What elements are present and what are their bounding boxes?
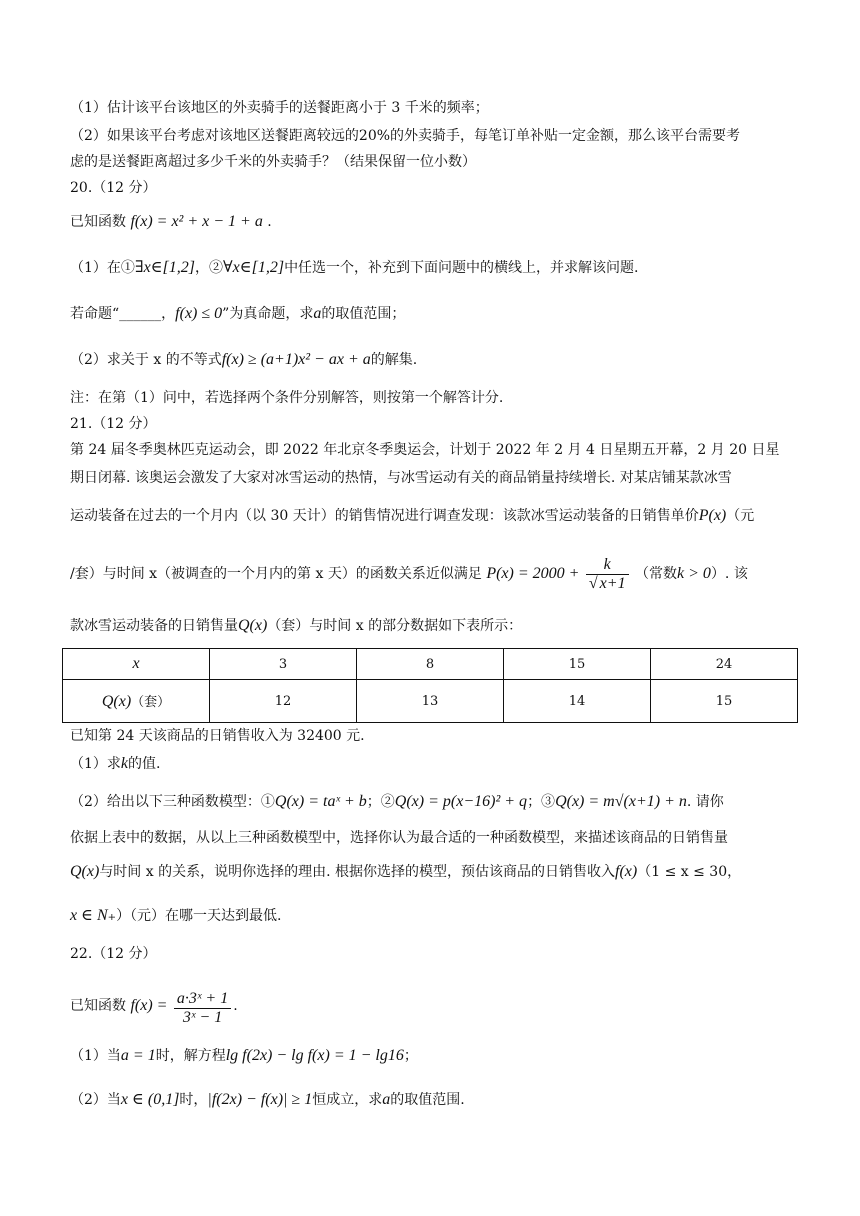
q21-p2-line3-text: 与时间 x 的关系，说明你选择的理由. 根据你选择的模型，预估该商品的日销售收入 bbox=[99, 864, 616, 880]
q20-prop-expression: f(x) ≤ 0 bbox=[175, 305, 223, 322]
q22-intro bbox=[70, 990, 798, 1027]
q20-intro-text: 已知函数 bbox=[70, 214, 126, 230]
q20-p2-suffix: 的解集. bbox=[370, 352, 418, 368]
q21-part2-line2: 依据上表中的数据，从以上三种函数模型中，选择你认为最合适的一种函数模型，来描述该商品的日销售量 bbox=[70, 830, 728, 846]
q21-line4 bbox=[70, 556, 798, 593]
q22-p2-condition: x ∈ (0,1] bbox=[120, 1091, 180, 1108]
q22-p2-inequality: |f(2x) − f(x)| ≥ 1 bbox=[207, 1091, 313, 1108]
q21-line5-text: 款冰雪运动装备的日销售量 bbox=[70, 618, 238, 634]
q21-part2-line1 bbox=[70, 792, 798, 812]
table-cell: 12 bbox=[210, 680, 357, 723]
q21-model-sep-1: ；② bbox=[366, 794, 395, 810]
q21-p2-range: （1 ≤ x ≤ 30， bbox=[637, 864, 742, 880]
q21-part2-line3 bbox=[70, 862, 798, 882]
q20-condition-1: ∃x∈[1,2] bbox=[134, 259, 195, 276]
q21-line4-text: /套）与时间 x（被调查的一个月内的第 x 天）的函数关系近似满足 bbox=[70, 566, 482, 582]
table-cell: 24 bbox=[651, 649, 798, 680]
q22-p2-end: 的取值范围. bbox=[390, 1092, 465, 1108]
table-cell: 15 bbox=[504, 649, 651, 680]
q21-p2-line4-text: ）（元）在哪一天达到最低. bbox=[116, 908, 282, 924]
q22-p1-condition: a = 1 bbox=[120, 1047, 156, 1064]
q21-p1-variable: k bbox=[120, 755, 129, 772]
table-header-x-label: x bbox=[132, 655, 140, 672]
table-cell: 3 bbox=[210, 649, 357, 680]
q22-function-fraction bbox=[174, 990, 231, 1027]
q21-p1-prefix: （1）求 bbox=[70, 756, 121, 772]
q19-part2-line1: （2）如果该平台考虑对该地区送餐距离较远的20%的外卖骑手，每笔订单补贴一定金额，那么该平台需要考 bbox=[70, 128, 741, 144]
q22-p2-variable: a bbox=[382, 1091, 391, 1108]
q22-function-end: . bbox=[233, 998, 238, 1014]
q22-p1-mid: 时，解方程 bbox=[155, 1048, 226, 1064]
q21-sqrt-body: x+1 bbox=[599, 575, 626, 592]
q21-line5-suffix: （套）与时间 x 的部分数据如下表所示： bbox=[267, 618, 523, 634]
table-header-q-expr: Q(x) bbox=[101, 693, 132, 710]
q21-line5 bbox=[70, 616, 798, 636]
q20-prop-prefix: 若命题“______， bbox=[70, 306, 176, 322]
q22-fraction-denominator: 3ˣ − 1 bbox=[174, 1008, 231, 1027]
q22-intro-text: 已知函数 bbox=[70, 998, 126, 1014]
q20-p2-inequality: f(x) ≥ (a+1)x² − ax + a bbox=[221, 351, 371, 368]
q20-p1-separator: ，② bbox=[195, 260, 223, 276]
q21-known: 已知第 24 天该商品的日销售收入为 32400 元. bbox=[70, 728, 365, 744]
table-cell: 14 bbox=[504, 680, 651, 723]
q21-price-function: P(x) bbox=[698, 507, 727, 524]
q20-prop-variable: a bbox=[313, 305, 322, 322]
q21-line3-end: （元 bbox=[726, 508, 755, 524]
q21-p2-quantity: Q(x) bbox=[70, 863, 100, 880]
table-cell: 13 bbox=[357, 680, 504, 723]
q21-line2: 期日闭幕. 该奥运会激发了大家对冰雪运动的热情，与冰雪运动有关的商品销量持续增长. 对某店铺某款冰雪 bbox=[70, 470, 732, 486]
q22-p1-prefix: （1）当 bbox=[70, 1048, 121, 1064]
q22-p1-equation: lg f(2x) − lg f(x) = 1 − lg16 bbox=[225, 1047, 404, 1064]
q22-part2 bbox=[70, 1090, 798, 1110]
q21-p2-prefix: （2）给出以下三种函数模型：① bbox=[70, 794, 275, 810]
q21-p2-revenue: f(x) bbox=[615, 863, 638, 880]
q20-intro: 已知函数 f(x) = x² + x − 1 + a . bbox=[70, 213, 272, 230]
q22-fraction-numerator: a·3ˣ + 1 bbox=[176, 990, 229, 1007]
q21-const-note: （常数 bbox=[635, 566, 678, 582]
q22-header: 22.（12 分） bbox=[70, 946, 157, 962]
q20-prop-end: 的取值范围； bbox=[321, 306, 406, 322]
q21-model-3: Q(x) = m√(x+1) + n bbox=[555, 793, 687, 810]
table-header-q-unit: （套） bbox=[131, 695, 171, 710]
q20-p1-prefix: （1）在① bbox=[70, 260, 135, 276]
q20-function: f(x) = x² + x − 1 + a bbox=[130, 213, 263, 230]
q20-p1-suffix: 中任选一个，补充到下面问题中的横线上，并求解该问题. bbox=[284, 260, 639, 276]
q20-prop-suffix: ”为真命题，求 bbox=[222, 306, 314, 322]
q21-part2-line4 bbox=[70, 906, 798, 926]
q21-data-table bbox=[62, 648, 798, 723]
q21-p2-line1-end: . 请你 bbox=[686, 794, 724, 810]
q22-part1 bbox=[70, 1046, 798, 1066]
q21-price-fraction bbox=[586, 556, 629, 593]
q21-quantity-function: Q(x) bbox=[238, 617, 268, 634]
q22-p2-suffix: 恒成立，求 bbox=[312, 1092, 383, 1108]
q21-fraction-numerator: k bbox=[603, 556, 611, 573]
table-row bbox=[63, 680, 798, 723]
q20-condition-2: ∀x∈[1,2] bbox=[223, 259, 285, 276]
q21-line4-end: ）. 该 bbox=[710, 566, 748, 582]
q21-part1 bbox=[70, 754, 798, 774]
q21-model-1: Q(x) = taˣ + b bbox=[274, 793, 367, 810]
q22-p2-prefix: （2）当 bbox=[70, 1092, 121, 1108]
q19-part1: （1）估计该平台该地区的外卖骑手的送餐距离小于 3 千米的频率； bbox=[70, 100, 489, 116]
table-header-q bbox=[63, 680, 210, 723]
q22-function-lhs: f(x) = bbox=[130, 997, 168, 1014]
q21-model-2: Q(x) = p(x−16)² + q bbox=[394, 793, 528, 810]
q20-part1 bbox=[70, 258, 798, 278]
q21-line1: 第 24 届冬季奥林匹克运动会，即 2022 年北京冬季奥运会，计划于 2022 年 2 月 4 日星期五开幕，2 月 20 日星 bbox=[70, 442, 780, 458]
q20-proposition bbox=[70, 304, 798, 324]
table-row bbox=[63, 649, 798, 680]
q21-line3 bbox=[70, 506, 798, 526]
q21-model-sep-2: ；③ bbox=[527, 794, 556, 810]
q20-p2-prefix: （2）求关于 x 的不等式 bbox=[70, 352, 222, 368]
q21-p2-domain: x ∈ N₊ bbox=[70, 907, 117, 924]
q21-p1-suffix: 的值. bbox=[128, 756, 161, 772]
q21-fraction-denominator: √ x+1 bbox=[586, 574, 629, 593]
q19-part2-line2: 虑的是送餐距离超过多少千米的外卖骑手？（结果保留一位小数） bbox=[70, 154, 476, 170]
table-header-x bbox=[63, 649, 210, 680]
q21-k-condition: k > 0 bbox=[677, 565, 711, 582]
q22-p2-mid: 时， bbox=[179, 1092, 208, 1108]
table-cell: 15 bbox=[651, 680, 798, 723]
q21-line3-text: 运动装备在过去的一个月内（以 30 天计）的销售情况进行调查发现：该款冰雪运动装备的日销售单价 bbox=[70, 508, 699, 524]
q20-note: 注：在第（1）问中，若选择两个条件分别解答，则按第一个解答计分. bbox=[70, 390, 504, 406]
q22-p1-end: ； bbox=[403, 1048, 418, 1064]
q21-header: 21.（12 分） bbox=[70, 416, 157, 432]
q21-price-formula: P(x) = 2000 + bbox=[486, 565, 580, 582]
q20-header: 20.（12 分） bbox=[70, 180, 157, 196]
table-cell: 8 bbox=[357, 649, 504, 680]
q20-part2 bbox=[70, 350, 798, 370]
